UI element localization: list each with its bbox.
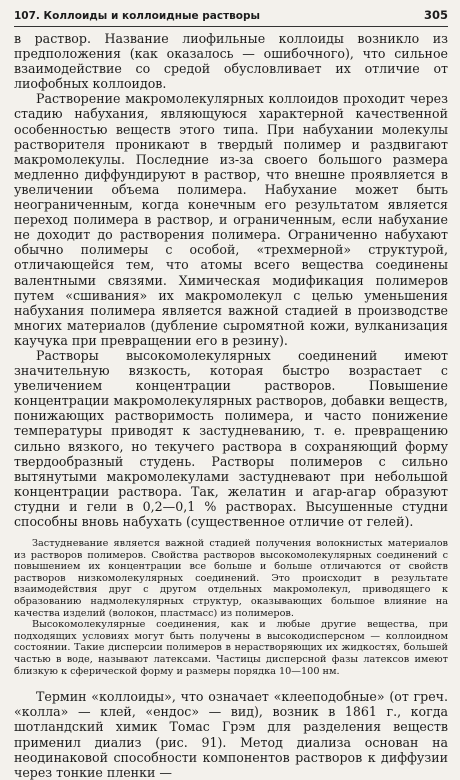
paragraph-viscosity: Растворы высокомолекулярных соединений имеют значительную вязкость, которая быстро возрастает с увеличением концентрации растворов. Повышение концентрации макромолекулярных растворов, добавки веществ, понижающих растворимость полимера, и часто понижение температуры приводят к застудневанию, т. е. превращению сильно вязкого, но текучего раствора в сохраняющий форму твердообразный студень. Растворы полимеров с сильно вытянутыми макромолекулами застудневают при небольшой концентрации раствора. Так, желатин и агар-агар образуют студни и гели в 0,2—0,1 % растворах. Высушенные студни способны вновь набухать (существенное отличие от гелей).: [14, 347, 448, 529]
page-header: [14, 8, 448, 27]
note-gelation: Застудневание является важной стадией получения волокнистых материалов из растворов полимеров. Свойства растворов высокомолекулярных соединений с повышением их концентрации все больше и больше отличаются от свойств растворов низкомолекулярных соединений. Это происходит в результате взаимодействия друг с другом отдельных макромолекул, приводящего к образованию надмолекулярных структур, оказывающих большое влияние на качества изделий (волокон, пластмасс) из полимеров.: [14, 538, 448, 619]
small-print-note: [14, 538, 448, 677]
paragraph-colloid-term: Термин «коллоиды», что означает «клееподобные» (от греч. «колла» — клей, «ендос» — вид), возник в 1861 г., когда шотландский химик Томас Грэм для разделения веществ применил диализ (рис. 91). Метод диализа основан на неодинаковой способности компонентов растворов к диффузии через тонкие пленки —: [14, 689, 448, 780]
page-body: [14, 31, 448, 780]
page-number: 305: [423, 8, 448, 22]
paragraph-swelling: Растворение макромолекулярных коллоидов проходит через стадию набухания, являющуюся характерной качественной особенностью веществ этого типа. При набухании молекулы растворителя проникают в твердый полимер и раздвигают макромолекулы. Последние из-за своего большого размера медленно диффундируют в раствор, что внешне проявляется в увеличении объема полимера. Набухание может быть неограниченным, когда конечным его результатом является переход полимера в раствор, и ограниченным, если набухание не доходит до растворения полимера. Ограниченно набухают обычно полимеры с особой, «трехмерной» структурой, отличающейся тем, что атомы всего вещества соединены валентными связями. Химическая модификация полимеров путем «сшивания» их макромолекул с целью уменьшения набухания полимера является важной стадией в производстве многих материалов (дубление сыромятной кожи, вулканизация каучука при превращении его в резину).: [14, 91, 448, 348]
running-title: 107. Коллоиды и коллоидные растворы: [14, 10, 261, 22]
note-latex: Высокомолекулярные соединения, как и любые другие вещества, при подходящих условиях могут быть получены в высокодисперсном — коллоидном состоянии. Такие дисперсии полимеров в нерастворяющих их жидкостях, большей частью в воде, называют латексами. Частицы дисперсной фазы латексов имеют близкую к сферической форму и размеры порядка 10—100 нм.: [14, 619, 448, 677]
paragraph-continued: в раствор. Название лиофильные коллоиды возникло из предположения (как оказалось — ошибочного), что сильное взаимодействие со средой обусловливает их отличие от лиофобных коллоидов.: [14, 31, 448, 92]
